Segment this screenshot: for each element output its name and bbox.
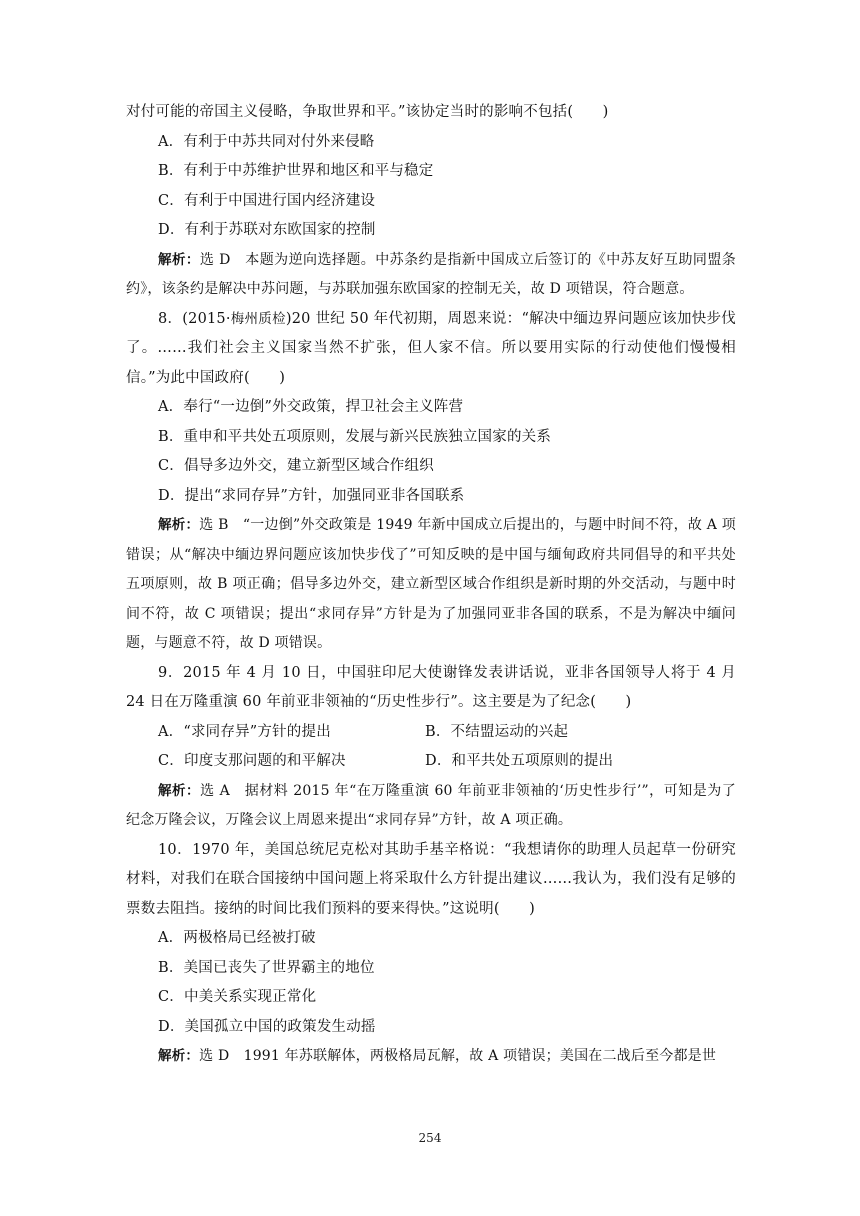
question-8-analysis [126, 511, 736, 659]
question-10-option-b: B．美国已丧失了世界霸主的地位 [158, 959, 375, 976]
question-text: )20 世纪 50 年代初期，周恩来说：“解决中缅边界问题应该加快步伐了。……我们社会主义国家当然不扩张，但人家不信。所以要用实际的行动使他们慢慢相信。”为此中国政府( ) [126, 310, 736, 386]
question-10-option-a: A．两极格局已经被打破 [158, 930, 316, 946]
question-8-option-d: D．提出“求同存异”方针，加强同亚非各国联系 [158, 487, 465, 504]
page-content [126, 98, 736, 1072]
question-9-options-row-2 [126, 747, 736, 777]
page-number: 254 [418, 1131, 442, 1145]
analysis-text: 选 D 本题为逆向选择题。中苏条约是指新中国成立后签订的《中苏友好互助同盟条约》，该条约是解决中苏问题，与苏联加强东欧国家的控制无关，故 D 项错误，符合题意。 [126, 251, 736, 297]
analysis-label: 解析： [158, 517, 200, 533]
question-8-stem [126, 305, 736, 394]
analysis-label: 解析： [158, 782, 201, 799]
analysis-text: 选 D 1991 年苏联解体，两极格局瓦解，故 A 项错误；美国在二战后至今都是世 [199, 1048, 717, 1064]
question-8-option-b: B．重申和平共处五项原则，发展与新兴民族独立国家的关系 [158, 428, 552, 445]
question-7-option-a: A．有利于中苏共同对付外来侵略 [158, 133, 375, 150]
question-8-option-c: C．倡导多边外交，建立新型区域合作组织 [158, 458, 434, 474]
question-9-option-d: D．和平共处五项原则的提出 [425, 753, 614, 769]
analysis-text: 选 A 据材料 2015 年“在万隆重演 60 年前亚非领袖的‘历史性步行’”，可知是为了纪念万隆会议，万隆会议上周恩来提出“求同存异”方针，故 A 项正确。 [126, 782, 736, 828]
question-7-option-c: C．有利于中国进行国内经济建设 [158, 192, 376, 209]
question-10-stem: 10．1970 年，美国总统尼克松对其助手基辛格说：“我想请你的助理人员起草一份研究材料，对我们在联合国接纳中国问题上将采取什么方针提出建议……我认为，我们没有足够的票数去阻挡。接纳的时间比我们预料的要来得快。”这说明( ) [126, 841, 736, 917]
question-number: 8．(2015· [158, 310, 231, 327]
question-9-options-row-1 [126, 718, 736, 748]
question-10-option-c: C．中美关系实现正常化 [158, 989, 317, 1005]
question-9-option-c: C．印度支那问题的和平解决 [158, 753, 346, 769]
analysis-label: 解析： [158, 251, 200, 268]
analysis-text: 选 B “一边倒”外交政策是 1949 年新中国成立后提出的，与题中时间不符，故 A 项错误；从“解决中缅边界问题应该加快步伐了”可知反映的是中国与缅甸政府共同倡导的和平共处五项原则，故 B 项正确；倡导多边外交，建立新型区域合作组织是新时期的外交活动，与题中时间不符，故 C 项错误；提出“求同存异”方针是为了加强同亚非各国的联系，不是为解决中缅问题，与题意不符，故 D 项错误。 [126, 517, 736, 651]
question-10-option-d: D．美国孤立中国的政策发生动摇 [158, 1018, 376, 1035]
question-9-analysis [126, 777, 736, 836]
question-7-option-d: D．有利于苏联对东欧国家的控制 [158, 222, 376, 238]
question-7-stem-continuation: 对付可能的帝国主义侵略，争取世界和平。”该协定当时的影响不包括( ) [126, 104, 609, 120]
analysis-label: 解析： [158, 1048, 200, 1064]
question-9-stem: 9．2015 年 4 月 10 日，中国驻印尼大使谢锋发表讲话说，亚非各国领导人将于 4 月 24 日在万隆重演 60 年前亚非领袖的“历史性步行”。这主要是为了纪念( ) [126, 664, 736, 710]
question-7-option-b: B．有利于中苏维护世界和地区和平与稳定 [158, 163, 434, 179]
question-7-analysis [126, 246, 736, 305]
question-source: 梅州质检 [230, 310, 286, 327]
question-10-analysis [126, 1042, 736, 1072]
question-9-option-b: B．不结盟运动的兴起 [425, 723, 569, 740]
question-8-option-a: A．奉行“一边倒”外交政策，捍卫社会主义阵营 [158, 399, 464, 415]
question-9-option-a: A．“求同存异”方针的提出 [158, 723, 331, 740]
